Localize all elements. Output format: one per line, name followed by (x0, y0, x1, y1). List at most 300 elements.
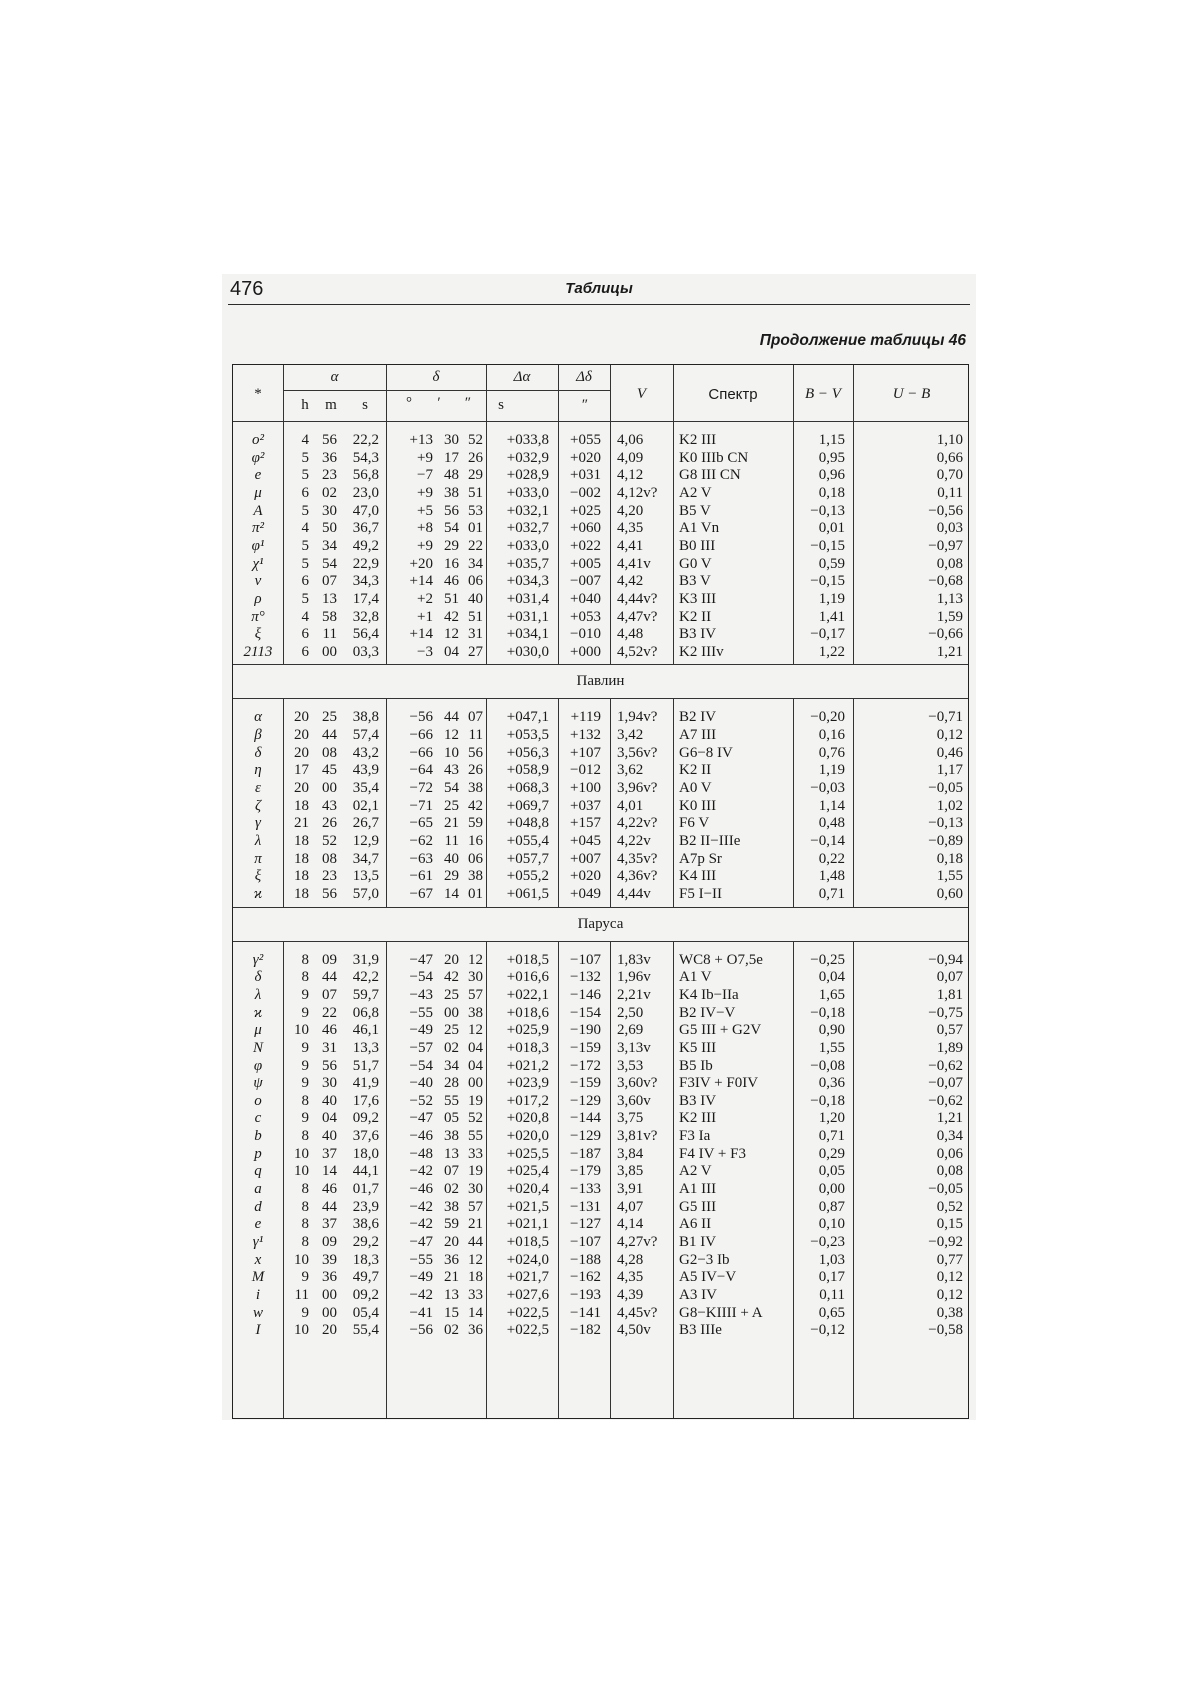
cell-u-b: 1,02 (936, 797, 963, 814)
cell-dec-deg: −7 (417, 467, 433, 484)
cell-spectrum: F3 Ia (679, 1128, 711, 1145)
header-delta: δ (432, 369, 440, 385)
cell-ra-h: 9 (301, 1039, 309, 1056)
cell-dec-sec: 16 (468, 833, 483, 849)
cell-u-b: 0,07 (936, 969, 963, 986)
cell-ra-s: 38,6 (352, 1216, 379, 1233)
cell-ra-m: 00 (322, 643, 337, 660)
cell-dec-min: 42 (444, 608, 459, 625)
cell-dec-deg: +14 (409, 626, 433, 643)
cell-v-mag: 4,36v? (617, 868, 658, 885)
cell-u-b: −0,68 (928, 573, 963, 590)
cell-d-delta: −141 (570, 1304, 601, 1321)
cell-v-mag: 4,47v? (617, 608, 658, 625)
cell-dec-min: 25 (444, 1022, 459, 1039)
cell-d-alpha: +022,5 (506, 1304, 549, 1321)
table-row (233, 1198, 970, 1216)
cell-star: φ (253, 1057, 263, 1074)
cell-ra-s: 36,7 (352, 520, 379, 537)
cell-dec-deg: +20 (409, 555, 433, 572)
cell-dec-sec: 52 (468, 1110, 483, 1127)
table-row (233, 1233, 970, 1251)
cell-dec-min: 16 (444, 555, 459, 572)
cell-spectrum: G2−3 Ib (679, 1251, 730, 1268)
cell-ra-m: 37 (322, 1216, 337, 1233)
cell-u-b: 0,77 (936, 1251, 963, 1268)
cell-ra-m: 08 (322, 850, 337, 867)
cell-star: δ (254, 744, 262, 761)
cell-dec-deg: +2 (417, 590, 433, 607)
cell-u-b: 0,12 (936, 1269, 963, 1286)
cell-b-v: −0,13 (810, 502, 845, 519)
table-row (233, 1304, 970, 1322)
cell-b-v: −0,18 (810, 1092, 845, 1109)
cell-ra-s: 02,1 (352, 797, 379, 814)
table-row (233, 608, 970, 626)
cell-dec-sec: 18 (468, 1269, 483, 1286)
cell-ra-s: 03,3 (352, 643, 379, 660)
cell-dec-min: 25 (444, 986, 459, 1003)
cell-dec-deg: −66 (409, 727, 433, 744)
cell-v-mag: 4,44v (617, 885, 651, 902)
cell-dec-sec: 30 (468, 969, 483, 986)
cell-b-v: 0,76 (818, 744, 845, 761)
cell-dec-deg: −64 (409, 762, 433, 779)
cell-dec-sec: 27 (468, 643, 483, 660)
cell-d-alpha: +022,5 (506, 1322, 549, 1339)
cell-dec-deg: +9 (417, 449, 433, 466)
table-row (233, 1268, 970, 1286)
cell-u-b: 0,60 (936, 885, 963, 902)
table-row (233, 1127, 970, 1145)
cell-spectrum: K2 II (679, 762, 712, 779)
section-header (233, 907, 968, 941)
cell-ra-h: 9 (301, 1110, 309, 1127)
cell-b-v: 1,19 (818, 762, 845, 779)
table-row (233, 779, 970, 797)
cell-d-delta: −012 (570, 762, 601, 779)
cell-u-b: 0,52 (936, 1198, 963, 1215)
cell-d-alpha: +031,1 (506, 608, 549, 625)
cell-spectrum: F4 IV + F3 (679, 1145, 746, 1162)
cell-dec-min: 34 (444, 1057, 459, 1074)
cell-b-v: −0,12 (810, 1322, 845, 1339)
cell-ra-m: 58 (322, 608, 337, 625)
cell-dec-sec: 36 (468, 1322, 483, 1339)
cell-v-mag: 4,41v (617, 555, 651, 572)
table-row (233, 1039, 970, 1057)
cell-v-mag: 2,21v (617, 986, 651, 1003)
table-row (233, 1109, 970, 1127)
table-row (233, 850, 970, 868)
header-delta-min: ′ (437, 395, 441, 411)
cell-b-v: −0,23 (810, 1234, 845, 1250)
cell-dec-sec: 38 (468, 868, 483, 885)
cell-ra-s: 29,2 (352, 1234, 379, 1250)
cell-u-b: 1,10 (936, 432, 963, 448)
header-alpha-m: m (325, 397, 337, 413)
cell-d-delta: +053 (570, 608, 601, 625)
cell-ra-s: 17,4 (352, 590, 379, 607)
cell-star: ϰ (253, 1004, 263, 1021)
cell-spectrum: A2 V (679, 484, 712, 501)
cell-ra-h: 5 (301, 537, 309, 554)
cell-dec-min: 05 (444, 1110, 459, 1127)
cell-ra-m: 52 (322, 833, 337, 849)
book-page (222, 274, 976, 1420)
cell-star: γ² (252, 951, 264, 968)
cell-spectrum: B1 IV (679, 1234, 717, 1250)
cell-dec-sec: 40 (468, 590, 483, 607)
cell-spectrum: G8−KIIII + A (679, 1304, 763, 1321)
cell-spectrum: B2 II−IIIe (679, 833, 741, 849)
header-delta-deg: ° (406, 395, 412, 411)
cell-b-v: 0,22 (818, 850, 845, 867)
cell-star: x (254, 1251, 262, 1268)
cell-dec-sec: 06 (468, 573, 483, 590)
cell-d-alpha: +021,7 (506, 1269, 549, 1286)
section-rule (233, 907, 968, 908)
cell-v-mag: 3,56v? (617, 744, 658, 761)
cell-spectrum: K3 III (679, 590, 717, 607)
cell-d-alpha: +016,6 (506, 969, 549, 986)
section-rule (233, 664, 968, 665)
cell-v-mag: 4,35 (617, 1269, 644, 1286)
cell-v-mag: 2,69 (617, 1022, 644, 1039)
cell-dec-sec: 29 (468, 467, 483, 484)
cell-dec-sec: 59 (468, 815, 483, 832)
cell-spectrum: B2 IV−V (679, 1004, 736, 1021)
cell-dec-min: 40 (444, 850, 459, 867)
cell-b-v: 0,04 (818, 969, 845, 986)
cell-ra-s: 57,4 (352, 727, 379, 744)
cell-dec-deg: +1 (417, 608, 433, 625)
cell-dec-sec: 30 (468, 1181, 483, 1198)
cell-b-v: 0,65 (818, 1304, 845, 1321)
cell-star: α (254, 709, 262, 726)
cell-v-mag: 4,35v? (617, 850, 658, 867)
cell-d-alpha: +025,5 (506, 1145, 549, 1162)
cell-spectrum: F5 I−II (679, 885, 723, 902)
cell-dec-sec: 06 (468, 850, 483, 867)
cell-spectrum: G0 V (679, 555, 712, 572)
cell-u-b: 0,34 (936, 1128, 963, 1145)
cell-dec-deg: −66 (409, 744, 433, 761)
table-row (233, 726, 970, 744)
cell-spectrum: K2 II (679, 608, 712, 625)
cell-star: λ (254, 833, 262, 849)
cell-ra-h: 11 (294, 1286, 309, 1303)
cell-ra-m: 23 (322, 868, 337, 885)
cell-ra-h: 6 (301, 626, 309, 643)
cell-ra-m: 30 (322, 502, 337, 519)
table-row (233, 537, 970, 555)
cell-b-v: 0,10 (818, 1216, 845, 1233)
cell-dec-min: 25 (444, 797, 459, 814)
cell-u-b: 1,55 (936, 868, 963, 885)
cell-star: π² (251, 520, 264, 537)
cell-star: χ¹ (252, 555, 264, 572)
cell-d-delta: +025 (570, 502, 601, 519)
cell-v-mag: 3,62 (617, 762, 644, 779)
cell-d-alpha: +031,4 (506, 590, 549, 607)
cell-ra-s: 34,3 (352, 573, 379, 590)
table-row (233, 502, 970, 520)
cell-ra-h: 18 (294, 885, 309, 902)
cell-d-delta: −193 (570, 1286, 601, 1303)
cell-d-delta: +005 (570, 555, 601, 572)
cell-d-alpha: +047,1 (506, 709, 549, 726)
table-row (233, 555, 970, 573)
cell-d-delta: +007 (570, 850, 601, 867)
cell-dec-sec: 33 (468, 1286, 483, 1303)
table-row (233, 885, 970, 903)
cell-dec-sec: 19 (468, 1092, 483, 1109)
cell-ra-s: 41,9 (352, 1075, 379, 1092)
cell-dec-sec: 26 (468, 449, 483, 466)
cell-dec-sec: 56 (468, 744, 483, 761)
cell-u-b: −0,56 (928, 502, 963, 519)
cell-ra-m: 23 (322, 467, 337, 484)
cell-d-delta: −190 (570, 1022, 601, 1039)
cell-b-v: 1,55 (818, 1039, 845, 1056)
cell-ra-h: 20 (294, 744, 309, 761)
cell-v-mag: 2,50 (617, 1004, 644, 1021)
cell-dec-min: 13 (444, 1145, 459, 1162)
cell-ra-m: 37 (322, 1145, 337, 1162)
cell-dec-sec: 38 (468, 780, 483, 797)
cell-dec-min: 04 (444, 643, 459, 660)
cell-v-mag: 4,01 (617, 797, 644, 814)
cell-star: I (255, 1322, 261, 1339)
cell-ra-m: 09 (322, 1234, 337, 1250)
cell-b-v: 1,14 (818, 797, 845, 814)
cell-ra-s: 13,5 (352, 868, 379, 885)
cell-b-v: 0,17 (818, 1269, 845, 1286)
cell-dec-sec: 01 (468, 885, 483, 902)
cell-ra-m: 26 (322, 815, 337, 832)
cell-dec-min: 59 (444, 1216, 459, 1233)
cell-dec-sec: 26 (468, 762, 483, 779)
cell-u-b: 0,08 (936, 555, 963, 572)
table-row (233, 708, 970, 726)
table-row (233, 1251, 970, 1269)
cell-u-b: 0,70 (936, 467, 963, 484)
cell-ra-h: 10 (294, 1163, 309, 1180)
cell-dec-sec: 14 (468, 1304, 483, 1321)
cell-ra-m: 09 (322, 951, 337, 968)
cell-spectrum: B3 IIIe (679, 1322, 722, 1339)
cell-b-v: −0,15 (810, 537, 845, 554)
cell-ra-s: 32,8 (352, 608, 379, 625)
cell-star: 2113 (243, 643, 273, 660)
cell-dec-deg: −47 (409, 1234, 433, 1250)
cell-d-alpha: +018,6 (506, 1004, 549, 1021)
cell-dec-deg: −43 (409, 986, 433, 1003)
cell-d-delta: +045 (570, 833, 601, 849)
table-row (233, 449, 970, 467)
cell-ra-h: 21 (294, 815, 309, 832)
cell-d-alpha: +061,5 (506, 885, 549, 902)
cell-b-v: 1,65 (818, 986, 845, 1003)
cell-d-delta: −179 (570, 1163, 601, 1180)
cell-spectrum: A5 IV−V (679, 1269, 737, 1286)
cell-v-mag: 4,41 (617, 537, 644, 554)
cell-ra-m: 11 (322, 626, 337, 643)
cell-dec-min: 10 (444, 744, 459, 761)
cell-dec-min: 56 (444, 502, 459, 519)
cell-d-alpha: +021,5 (506, 1198, 549, 1215)
cell-dec-deg: −72 (409, 780, 433, 797)
cell-ra-m: 44 (322, 969, 337, 986)
cell-star: A (253, 502, 263, 519)
cell-dec-min: 54 (444, 520, 459, 537)
cell-d-alpha: +069,7 (506, 797, 549, 814)
cell-ra-s: 54,3 (352, 449, 379, 466)
cell-ra-h: 8 (301, 951, 309, 968)
cell-star: γ (255, 815, 261, 832)
cell-dec-sec: 00 (468, 1075, 483, 1092)
cell-u-b: 1,13 (936, 590, 963, 607)
cell-spectrum: A2 V (679, 1163, 712, 1180)
cell-spectrum: A1 Vn (679, 520, 720, 537)
cell-ra-h: 20 (294, 727, 309, 744)
cell-ra-h: 9 (301, 1304, 309, 1321)
cell-ra-s: 01,7 (352, 1181, 379, 1198)
cell-ra-s: 23,9 (352, 1198, 379, 1215)
cell-v-mag: 4,35 (617, 520, 644, 537)
cell-dec-deg: −47 (409, 951, 433, 968)
cell-ra-h: 9 (301, 1004, 309, 1021)
cell-v-mag: 4,22v (617, 833, 651, 849)
cell-ra-s: 43,2 (352, 744, 379, 761)
cell-dec-sec: 51 (468, 484, 483, 501)
header-alpha-s: s (362, 397, 368, 413)
cell-ra-h: 8 (301, 1128, 309, 1145)
cell-v-mag: 4,48 (617, 626, 644, 643)
cell-ra-m: 14 (322, 1163, 337, 1180)
table-row (233, 1092, 970, 1110)
cell-b-v: 0,29 (818, 1145, 845, 1162)
cell-d-delta: +040 (570, 590, 601, 607)
cell-ra-s: 31,9 (352, 951, 379, 968)
cell-spectrum: B5 V (679, 502, 711, 519)
cell-dec-sec: 55 (468, 1128, 483, 1145)
cell-spectrum: B3 IV (679, 626, 717, 643)
table-row (233, 466, 970, 484)
table-row (233, 986, 970, 1004)
cell-d-delta: +020 (570, 868, 601, 885)
cell-d-alpha: +020,4 (506, 1181, 549, 1198)
cell-d-alpha: +023,9 (506, 1075, 549, 1092)
cell-u-b: −0,05 (928, 1181, 963, 1198)
cell-dec-sec: 22 (468, 537, 483, 554)
cell-spectrum: F6 V (679, 815, 710, 832)
cell-spectrum: K2 III (679, 1110, 717, 1127)
cell-u-b: −0,62 (928, 1092, 963, 1109)
cell-u-b: 0,08 (936, 1163, 963, 1180)
cell-ra-s: 51,7 (352, 1057, 379, 1074)
cell-star: ϰ (253, 885, 263, 902)
cell-d-alpha: +020,8 (506, 1110, 549, 1127)
cell-dec-deg: +14 (409, 573, 433, 590)
cell-ra-h: 8 (301, 1234, 309, 1250)
cell-ra-h: 4 (301, 520, 309, 537)
cell-u-b: −0,97 (928, 537, 963, 554)
cell-dec-sec: 01 (468, 520, 483, 537)
cell-star: β (254, 727, 262, 744)
cell-dec-deg: +5 (417, 502, 433, 519)
cell-b-v: −0,14 (810, 833, 845, 849)
cell-d-delta: −107 (570, 951, 601, 968)
cell-v-mag: 3,91 (617, 1181, 644, 1198)
cell-dec-min: 21 (444, 815, 459, 832)
cell-dec-deg: −46 (409, 1181, 433, 1198)
cell-d-delta: −007 (570, 573, 601, 590)
cell-ra-m: 50 (322, 520, 337, 537)
cell-star: ξ (254, 868, 262, 885)
cell-ra-m: 07 (322, 573, 337, 590)
cell-star: λ (254, 986, 262, 1003)
header-star: * (254, 386, 262, 402)
cell-spectrum: K4 III (679, 868, 717, 885)
cell-v-mag: 4,27v? (617, 1234, 658, 1250)
cell-dec-sec: 52 (468, 432, 483, 448)
cell-spectrum: A7 III (679, 727, 717, 744)
cell-spectrum: K2 III (679, 432, 717, 448)
cell-d-delta: +037 (570, 797, 601, 814)
section-title: Павлин (576, 673, 625, 690)
cell-ra-m: 39 (322, 1251, 337, 1268)
cell-ra-h: 9 (301, 1057, 309, 1074)
cell-d-delta: −172 (570, 1057, 601, 1074)
cell-dec-min: 15 (444, 1304, 459, 1321)
cell-dec-sec: 38 (468, 1004, 483, 1021)
cell-ra-m: 07 (322, 986, 337, 1003)
cell-ra-s: 26,7 (352, 815, 379, 832)
cell-spectrum: WC8 + O7,5e (679, 951, 763, 968)
cell-ra-h: 5 (301, 449, 309, 466)
cell-ra-s: 57,0 (352, 885, 379, 902)
cell-v-mag: 4,39 (617, 1286, 644, 1303)
table-row (233, 951, 970, 969)
cell-dec-min: 28 (444, 1075, 459, 1092)
cell-star: ρ (254, 590, 262, 607)
table-row (233, 1145, 970, 1163)
cell-dec-sec: 51 (468, 608, 483, 625)
cell-ra-s: 44,1 (352, 1163, 379, 1180)
cell-star: b (254, 1128, 262, 1145)
cell-ra-h: 17 (294, 762, 309, 779)
cell-dec-min: 02 (444, 1039, 459, 1056)
cell-v-mag: 4,12v? (617, 484, 658, 501)
table-row (233, 744, 970, 762)
cell-b-v: 0,87 (818, 1198, 845, 1215)
cell-d-alpha: +035,7 (506, 555, 549, 572)
cell-u-b: 0,66 (936, 449, 963, 466)
cell-ra-m: 08 (322, 744, 337, 761)
cell-ra-h: 5 (301, 590, 309, 607)
cell-dec-deg: +9 (417, 484, 433, 501)
cell-dec-deg: −65 (409, 815, 433, 832)
cell-d-alpha: +032,7 (506, 520, 549, 537)
cell-dec-deg: −61 (409, 868, 433, 885)
cell-ra-h: 10 (294, 1022, 309, 1039)
cell-b-v: 0,96 (818, 467, 845, 484)
cell-v-mag: 4,50v (617, 1322, 651, 1339)
cell-star: φ¹ (251, 537, 265, 554)
cell-v-mag: 3,81v? (617, 1128, 658, 1145)
